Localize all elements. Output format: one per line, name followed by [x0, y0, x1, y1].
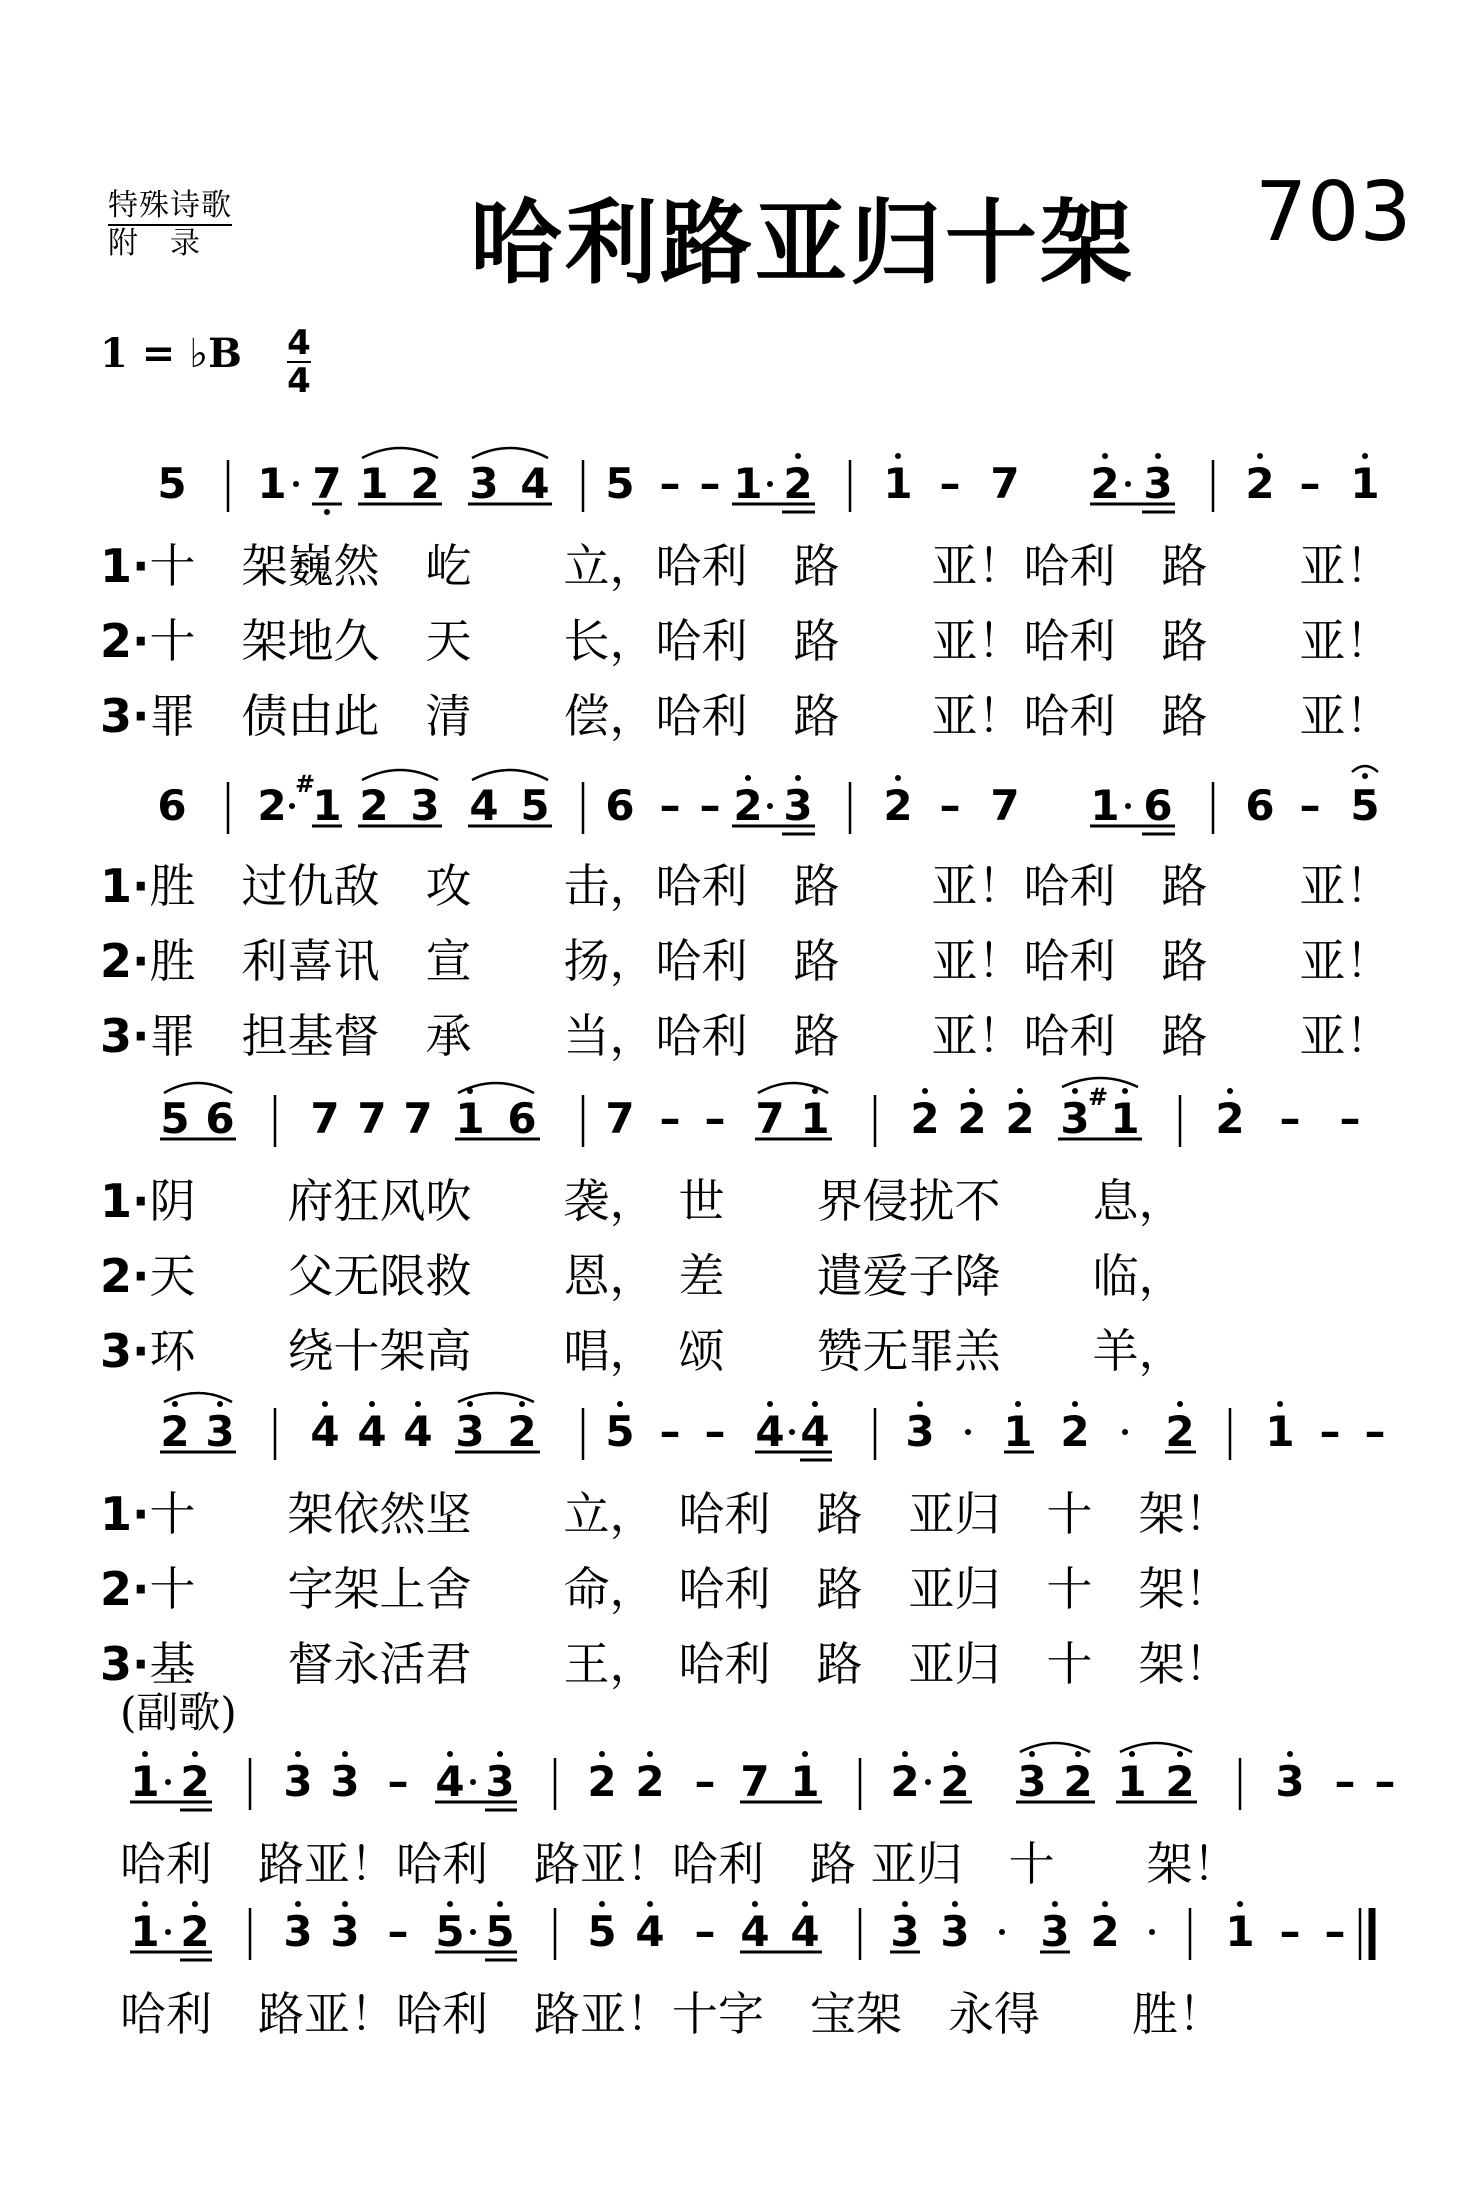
svg-text:–: –: [1279, 1907, 1301, 1956]
lyric-line: 3·基 督永活君 王， 哈利 路 亚归 十 架！: [100, 1637, 1231, 1691]
lyric-line: 2·胜 利喜讯 宣 扬，哈利 路 亚！哈利 路 亚！: [100, 934, 1392, 988]
svg-text:–: –: [659, 1094, 681, 1143]
svg-text:1: 1: [1265, 1407, 1295, 1456]
svg-text:3: 3: [485, 1757, 515, 1806]
svg-text:5: 5: [605, 459, 635, 508]
svg-text:3: 3: [455, 1407, 485, 1456]
svg-text:3: 3: [1275, 1757, 1305, 1806]
svg-text:2: 2: [180, 1907, 210, 1956]
svg-text:7: 7: [740, 1757, 770, 1806]
svg-text:–: –: [694, 1907, 716, 1956]
svg-text:1: 1: [455, 1094, 485, 1143]
svg-text:6: 6: [507, 1094, 537, 1143]
lyric-line: 哈利 路亚！哈利 路亚！十字 宝架 永得 胜！: [120, 1987, 1224, 2041]
svg-text:6: 6: [1143, 781, 1173, 830]
svg-text:1: 1: [1003, 1407, 1033, 1456]
svg-text:2: 2: [160, 1407, 190, 1456]
svg-text:4: 4: [469, 781, 499, 830]
lyric-line: 3·罪 债由此 清 偿，哈利 路 亚！哈利 路 亚！: [100, 689, 1392, 743]
svg-text:–: –: [939, 459, 961, 508]
svg-text:#: #: [1087, 1083, 1109, 1111]
svg-text:5: 5: [587, 1907, 617, 1956]
svg-text:3: 3: [905, 1407, 935, 1456]
svg-text:7: 7: [357, 1094, 387, 1143]
svg-text:–: –: [694, 1757, 716, 1806]
meter-bottom: 4: [287, 361, 311, 401]
svg-text:–: –: [1299, 459, 1321, 508]
svg-text:–: –: [1299, 781, 1321, 830]
svg-text:1: 1: [790, 1757, 820, 1806]
lyric-line: 1·十 架巍然 屹 立，哈利 路 亚！哈利 路 亚！: [100, 539, 1392, 593]
svg-text:3: 3: [469, 459, 499, 508]
lyric-line: 3·罪 担基督 承 当，哈利 路 亚！哈利 路 亚！: [100, 1009, 1392, 1063]
notation-row-6: [0, 1888, 1477, 1978]
svg-text:2: 2: [1215, 1094, 1245, 1143]
notation-row-1: [0, 440, 1477, 530]
svg-text:2: 2: [883, 781, 913, 830]
svg-text:–: –: [939, 781, 961, 830]
svg-text:–: –: [1334, 1757, 1356, 1806]
svg-text:2: 2: [507, 1407, 537, 1456]
lyric-line: 哈利 路亚！哈利 路亚！哈利 路 亚归 十 架！: [120, 1837, 1239, 1891]
svg-text:5: 5: [160, 1094, 190, 1143]
svg-text:7: 7: [755, 1094, 785, 1143]
svg-text:2: 2: [1090, 459, 1120, 508]
svg-text:4: 4: [800, 1407, 830, 1456]
svg-text:4: 4: [520, 459, 550, 508]
svg-text:2: 2: [1245, 459, 1275, 508]
notation-row-2: [0, 762, 1477, 852]
lyric-line: 1·十 架依然坚 立， 哈利 路 亚归 十 架！: [100, 1487, 1231, 1541]
chorus-label: (副歌): [120, 1688, 237, 1737]
svg-text:3: 3: [1040, 1907, 1070, 1956]
svg-text:5: 5: [520, 781, 550, 830]
svg-text:–: –: [699, 459, 721, 508]
svg-text:1: 1: [130, 1907, 160, 1956]
svg-text:5: 5: [1350, 781, 1380, 830]
svg-text:–: –: [704, 1407, 726, 1456]
svg-text:2: 2: [1005, 1094, 1035, 1143]
svg-text:3: 3: [283, 1757, 313, 1806]
svg-text:2: 2: [359, 781, 389, 830]
svg-text:3: 3: [783, 781, 813, 830]
svg-text:4: 4: [635, 1907, 665, 1956]
svg-text:5: 5: [157, 459, 187, 508]
svg-text:4: 4: [435, 1757, 465, 1806]
svg-text:6: 6: [157, 781, 187, 830]
svg-text:2: 2: [1165, 1407, 1195, 1456]
svg-text:1: 1: [257, 459, 287, 508]
svg-text:2: 2: [180, 1757, 210, 1806]
svg-text:2: 2: [957, 1094, 987, 1143]
svg-text:1: 1: [1090, 781, 1120, 830]
notation-row-3: [0, 1075, 1477, 1165]
svg-text:–: –: [1339, 1094, 1361, 1143]
notation-row-4: [0, 1388, 1477, 1478]
key-signature: 1 = ♭B: [100, 330, 242, 377]
svg-text:1: 1: [1225, 1907, 1255, 1956]
hymn-number: 703: [1255, 165, 1412, 260]
svg-text:–: –: [1324, 1907, 1346, 1956]
svg-text:–: –: [1319, 1407, 1341, 1456]
svg-text:3: 3: [330, 1757, 360, 1806]
meter-top: 4: [287, 323, 311, 363]
svg-text:6: 6: [1245, 781, 1275, 830]
time-signature: [287, 325, 311, 399]
svg-text:2: 2: [1063, 1757, 1093, 1806]
hymn-title: 哈利路亚归十架: [470, 190, 1136, 297]
svg-text:2: 2: [733, 781, 763, 830]
svg-text:–: –: [1364, 1407, 1386, 1456]
svg-text:3: 3: [1143, 459, 1173, 508]
svg-text:3: 3: [890, 1907, 920, 1956]
lyric-line: 1·胜 过仇敌 攻 击，哈利 路 亚！哈利 路 亚！: [100, 859, 1392, 913]
svg-text:–: –: [699, 781, 721, 830]
svg-text:–: –: [1279, 1094, 1301, 1143]
svg-text:4: 4: [403, 1407, 433, 1456]
svg-text:2: 2: [890, 1757, 920, 1806]
svg-text:–: –: [387, 1757, 409, 1806]
svg-text:7: 7: [605, 1094, 635, 1143]
svg-text:3: 3: [1060, 1094, 1090, 1143]
notation-row-5: [0, 1738, 1477, 1828]
svg-text:1: 1: [1117, 1757, 1147, 1806]
svg-text:7: 7: [310, 1094, 340, 1143]
svg-text:2: 2: [635, 1757, 665, 1806]
svg-text:6: 6: [605, 781, 635, 830]
svg-text:4: 4: [755, 1407, 785, 1456]
lyric-line: 2·十 字架上舍 命， 哈利 路 亚归 十 架！: [100, 1562, 1231, 1616]
category-line-1: 特殊诗歌: [108, 188, 232, 226]
svg-text:4: 4: [790, 1907, 820, 1956]
svg-text:–: –: [704, 1094, 726, 1143]
svg-text:1: 1: [312, 781, 342, 830]
svg-text:–: –: [659, 1407, 681, 1456]
svg-text:2: 2: [940, 1757, 970, 1806]
svg-text:2: 2: [783, 459, 813, 508]
svg-text:1: 1: [1110, 1094, 1140, 1143]
svg-text:#: #: [294, 770, 316, 798]
svg-text:2: 2: [257, 781, 287, 830]
category-line-2: 附 录: [108, 226, 201, 261]
lyric-line: 2·天 父无限救 恩， 差 遣爱子降 临，: [100, 1249, 1185, 1303]
svg-text:4: 4: [740, 1907, 770, 1956]
lyric-line: 1·阴 府狂风吹 袭， 世 界侵扰不 息，: [100, 1174, 1185, 1228]
svg-text:6: 6: [205, 1094, 235, 1143]
lyric-line: 3·环 绕十架高 唱， 颂 赞无罪羔 羊，: [100, 1324, 1185, 1378]
svg-text:7: 7: [990, 459, 1020, 508]
svg-text:–: –: [659, 459, 681, 508]
svg-text:1: 1: [733, 459, 763, 508]
svg-text:5: 5: [435, 1907, 465, 1956]
svg-text:3: 3: [283, 1907, 313, 1956]
svg-text:1: 1: [359, 459, 389, 508]
svg-text:1: 1: [883, 459, 913, 508]
svg-text:3: 3: [330, 1907, 360, 1956]
svg-text:2: 2: [587, 1757, 617, 1806]
lyric-line: 2·十 架地久 天 长，哈利 路 亚！哈利 路 亚！: [100, 614, 1392, 668]
svg-text:5: 5: [485, 1907, 515, 1956]
svg-text:7: 7: [990, 781, 1020, 830]
svg-text:3: 3: [410, 781, 440, 830]
svg-text:3: 3: [1017, 1757, 1047, 1806]
svg-text:5: 5: [605, 1407, 635, 1456]
svg-text:3: 3: [205, 1407, 235, 1456]
svg-text:2: 2: [1060, 1407, 1090, 1456]
svg-text:–: –: [659, 781, 681, 830]
svg-text:2: 2: [410, 459, 440, 508]
svg-text:7: 7: [312, 459, 342, 508]
svg-text:2: 2: [1165, 1757, 1195, 1806]
svg-text:7: 7: [403, 1094, 433, 1143]
svg-text:1: 1: [800, 1094, 830, 1143]
svg-text:1: 1: [1350, 459, 1380, 508]
svg-text:1: 1: [130, 1757, 160, 1806]
svg-text:–: –: [387, 1907, 409, 1956]
svg-text:2: 2: [1090, 1907, 1120, 1956]
svg-text:2: 2: [910, 1094, 940, 1143]
svg-text:4: 4: [310, 1407, 340, 1456]
svg-text:–: –: [1374, 1757, 1396, 1806]
svg-text:3: 3: [940, 1907, 970, 1956]
hymnal-section-label: [108, 188, 232, 262]
svg-text:4: 4: [357, 1407, 387, 1456]
